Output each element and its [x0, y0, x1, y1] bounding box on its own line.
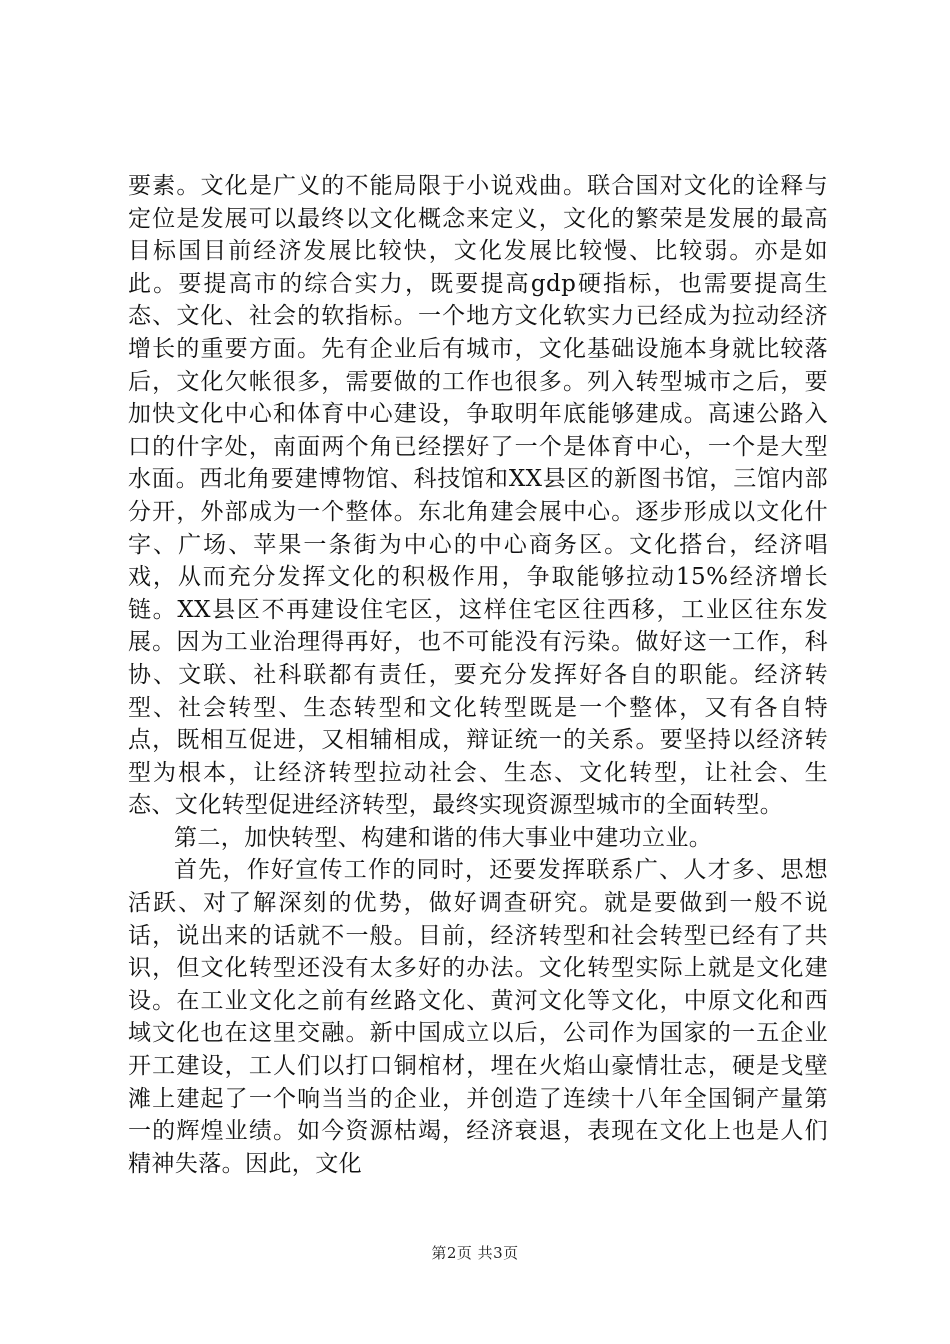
paragraph-continued: 要素。文化是广义的不能局限于小说戏曲。联合国对文化的诠释与定位是发展可以最终以文化概念来定义，文化的繁荣是发展的最高目标国目前经济发展比较快，文化发展比较慢、比较弱。亦是如此。要提高市的综合实力，既要提高gdp硬指标，也需要提高生态、文化、社会的软指标。一个地方文化软实力已经成为拉动经济增长的重要方面。先有企业后有城市，文化基础设施本身就比较落后，文化欠帐很多，需要做的工作也很多。列入转型城市之后，要加快文化中心和体育中心建设，争取明年底能够建成。高速公路入口的什字处，南面两个角已经摆好了一个是体育中心，一个是大型水面。西北角要建博物馆、科技馆和XX县区的新图书馆，三馆内部分开，外部成为一个整体。东北角建会展中心。逐步形成以文化什字、广场、苹果一条街为中心的中心商务区。文化搭台，经济唱戏，从而充分发挥文化的积极作用，争取能够拉动15%经济增长链。XX县区不再建设住宅区，这样住宅区往西移，工业区往东发展。因为工业治理得再好，也不可能没有污染。做好这一工作，科协、文联、社科联都有责任，要充分发挥好各自的职能。经济转型、社会转型、生态转型和文化转型既是一个整体，又有各自特点，既相互促进，又相辅相成，辩证统一的关系。要坚持以经济转型为根本，让经济转型拉动社会、生态、文化转型，让社会、生态、文化转型促进经济转型，最终实现资源型城市的全面转型。 — [128, 173, 828, 819]
paragraph-heading-second: 第二，加快转型、构建和谐的伟大事业中建功立业。 — [174, 824, 713, 851]
page-number-footer: 第2页 共3页 — [431, 1244, 519, 1262]
paragraph-first-point: 首先，作好宣传工作的同时，还要发挥联系广、人才多、思想活跃、对了解深刻的优势，做好调查研究。就是要做到一般不说话，说出来的话就不一般。目前，经济转型和社会转型已经有了共识，但文化转型还没有太多好的办法。文化转型实际上就是文化建设。在工业文化之前有丝路文化、黄河文化等文化，中原文化和西域文化也在这里交融。新中国成立以后，公司作为国家的一五企业开工建设，工人们以打口铜棺材，埋在火焰山豪情壮志，硬是戈壁滩上建起了一个响当当的企业，并创造了连续十八年全国铜产量第一的辉煌业绩。如今资源枯竭，经济衰退，表现在文化上也是人们精神失落。因此，文化 — [128, 857, 828, 1177]
document-body — [128, 170, 828, 1180]
